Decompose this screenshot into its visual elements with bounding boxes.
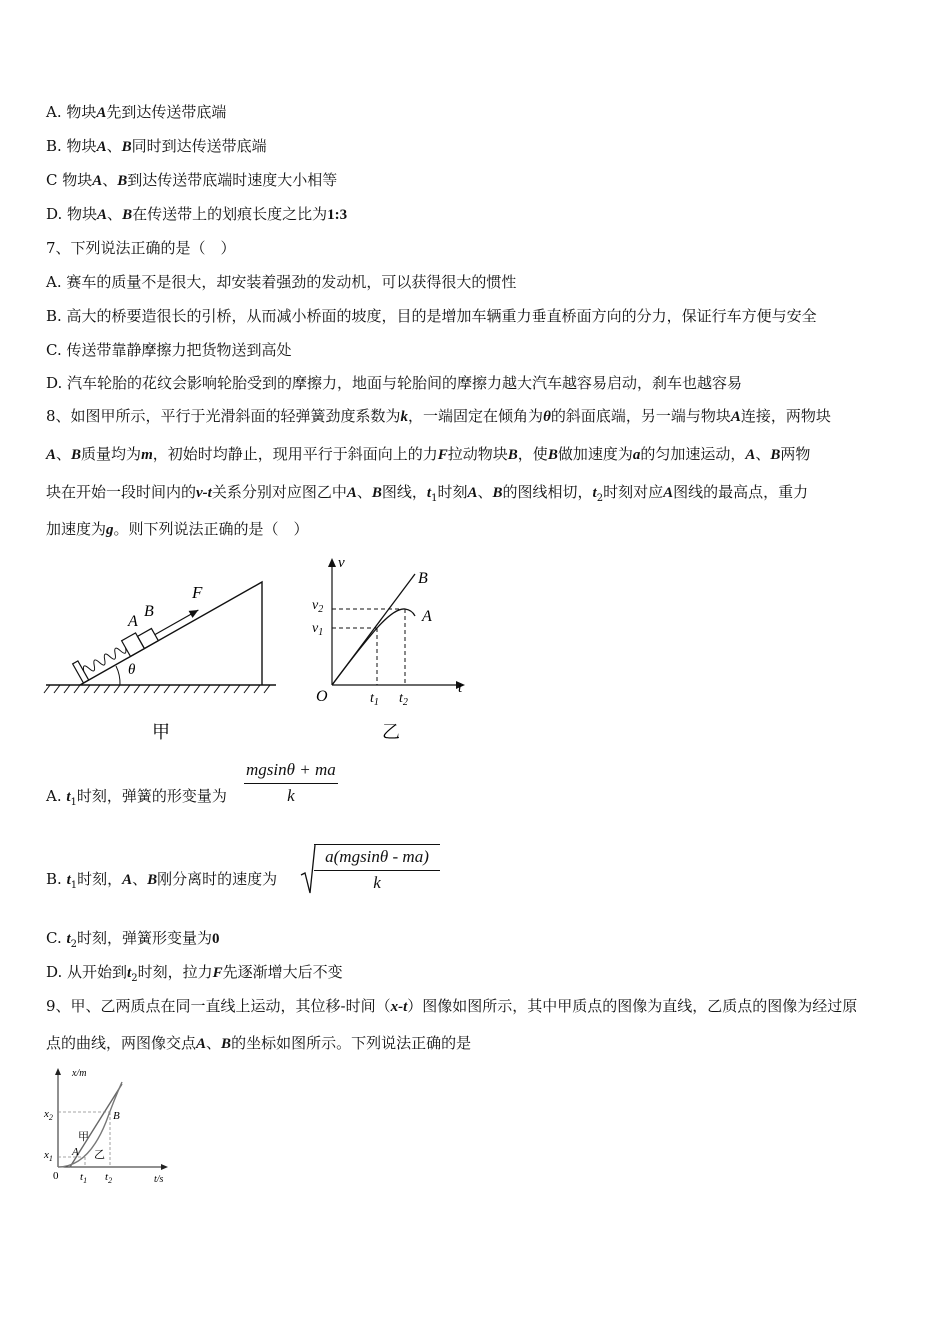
var-B: B bbox=[371, 485, 382, 501]
var-A: A bbox=[196, 1036, 207, 1052]
text: 。则下列说法正确的是（ ） bbox=[113, 520, 309, 538]
formula-a bbox=[244, 760, 338, 806]
option-text: B. 物块 bbox=[46, 137, 97, 155]
tick-v2: $v_2$ bbox=[312, 598, 324, 615]
var-t: t bbox=[66, 872, 71, 888]
q9-stem-line1 bbox=[46, 996, 857, 1017]
text: 时刻，拉力 bbox=[137, 963, 213, 981]
var-m: m bbox=[141, 447, 153, 463]
axis-label-t: t/s bbox=[154, 1174, 164, 1185]
subscript: 1 bbox=[70, 880, 78, 891]
numerator: mgsinθ + ma bbox=[244, 760, 338, 784]
var-A: A bbox=[346, 485, 357, 501]
tick-t1: $t_1$ bbox=[80, 1171, 88, 1185]
text: 时刻，弹簧的形变量为 bbox=[76, 787, 227, 805]
q7-option-b: B. 高大的桥要造很长的引桥，从而减小桥面的坡度，目的是增加车辆重力垂直桥面方向的分力，保证行车方便与安全 bbox=[46, 307, 817, 325]
curve-label-B: B bbox=[418, 570, 428, 587]
text: 时刻， bbox=[77, 870, 123, 888]
var-B: B bbox=[492, 485, 503, 501]
axis-label-x: x/m bbox=[72, 1068, 87, 1079]
var-F: F bbox=[212, 965, 223, 981]
curve-label-A: A bbox=[422, 608, 432, 625]
var-t: t bbox=[127, 965, 132, 981]
text: 做加速度为 bbox=[557, 445, 633, 463]
q8-figure-incline bbox=[40, 570, 290, 750]
text: ，使 bbox=[517, 445, 548, 463]
var-B: B bbox=[770, 447, 781, 463]
text: 加速度为 bbox=[46, 520, 107, 538]
axis-label-v: v bbox=[338, 555, 345, 571]
var-theta: θ bbox=[543, 409, 551, 425]
subscript: 2 bbox=[596, 493, 604, 504]
option-text: 同时到达传送带底端 bbox=[131, 137, 267, 155]
q7-option-c: C. 传送带靠静摩擦力把货物送到高处 bbox=[46, 341, 292, 359]
text: 时刻，弹簧形变量为 bbox=[77, 929, 213, 947]
var-A: A bbox=[97, 207, 108, 223]
var-t2: t bbox=[592, 485, 597, 501]
text: 8、如图甲所示，平行于光滑斜面的轻弹簧劲度系数为 bbox=[46, 407, 401, 425]
q7-option-d: D. 汽车轮胎的花纹会影响轮胎受到的摩擦力，地面与轮胎间的摩擦力越大汽车越容易启动，刹车也越容易 bbox=[46, 374, 743, 392]
text: 的匀加速运动， bbox=[640, 445, 746, 463]
text: ，一端固定在倾角为 bbox=[408, 407, 544, 425]
denominator: k bbox=[373, 873, 381, 892]
tick-t2: $t_2$ bbox=[399, 691, 408, 708]
q8-figure-vt-graph bbox=[300, 550, 480, 750]
text: 、 bbox=[132, 870, 148, 888]
var-vt: v-t bbox=[196, 485, 212, 501]
text: 、 bbox=[56, 445, 72, 463]
subscript: 1 bbox=[431, 493, 438, 504]
text: D. 从开始到 bbox=[46, 963, 128, 981]
var-A: A bbox=[96, 139, 107, 155]
q8-option-b bbox=[46, 869, 277, 896]
text: 连接，两物块 bbox=[740, 407, 831, 425]
option-text: C 物块 bbox=[46, 171, 93, 189]
text: 、 bbox=[755, 445, 771, 463]
text: C. bbox=[46, 929, 67, 947]
var-B: B bbox=[547, 447, 558, 463]
q8-option-d bbox=[46, 962, 343, 989]
caption-yi: 乙 bbox=[382, 722, 400, 742]
var-k: k bbox=[400, 409, 409, 425]
separator: 、 bbox=[107, 205, 123, 223]
var-A: A bbox=[92, 173, 103, 189]
subscript: 2 bbox=[70, 939, 78, 950]
text: 先逐渐增大后不变 bbox=[222, 963, 343, 981]
text: 的斜面底端，另一端与物块 bbox=[550, 407, 731, 425]
q8-stem-line4 bbox=[46, 519, 309, 540]
separator: 、 bbox=[106, 137, 122, 155]
option-text: D. 物块 bbox=[46, 205, 98, 223]
text: 点的曲线，两图像交点 bbox=[46, 1034, 197, 1052]
var-a: a bbox=[632, 447, 641, 463]
text: 的坐标如图所示。下列说法正确的是 bbox=[231, 1034, 472, 1052]
var-t1: t bbox=[426, 485, 432, 501]
option-text: 在传送带上的划痕长度之比为 bbox=[132, 205, 328, 223]
q8-stem-line3 bbox=[46, 482, 808, 509]
label-theta: θ bbox=[128, 662, 136, 678]
text: 9、甲、乙两质点在同一直线上运动，其位移-时间（ bbox=[46, 997, 391, 1015]
text: 两物 bbox=[780, 445, 811, 463]
subscript: 1 bbox=[70, 797, 77, 808]
q8-stem-line2 bbox=[46, 444, 810, 465]
q7-stem: 7、下列说法正确的是（ ） bbox=[46, 239, 236, 257]
text: 质量均为 bbox=[81, 445, 142, 463]
var-B: B bbox=[117, 173, 128, 189]
curve-label-yi: 乙 bbox=[94, 1149, 105, 1161]
label-A: A bbox=[128, 613, 138, 630]
option-text: A. 物块 bbox=[46, 103, 97, 121]
q8-option-c bbox=[46, 928, 220, 955]
axis-label-t: t bbox=[458, 680, 463, 696]
tick-v1: $v_1$ bbox=[312, 621, 324, 638]
label-B: B bbox=[144, 603, 154, 620]
text: 时刻对应 bbox=[603, 483, 664, 501]
sqrt-bar bbox=[314, 844, 440, 845]
text: A. bbox=[46, 787, 67, 805]
text: 的图线相切， bbox=[502, 483, 593, 501]
var-t: t bbox=[66, 789, 71, 805]
var-t: t bbox=[66, 931, 71, 947]
var-A: A bbox=[46, 447, 57, 463]
q6-option-d bbox=[46, 204, 347, 225]
var-B: B bbox=[507, 447, 518, 463]
q6-option-b bbox=[46, 136, 267, 157]
formula-b bbox=[314, 847, 440, 893]
q6-option-c bbox=[46, 170, 337, 191]
var-A: A bbox=[96, 105, 107, 121]
var-A: A bbox=[745, 447, 756, 463]
q8-stem-line1 bbox=[46, 406, 831, 427]
var-B: B bbox=[71, 447, 82, 463]
text: ）图像如图所示，其中甲质点的图像为直线，乙质点的图像为经过原 bbox=[407, 997, 858, 1015]
q8-option-a bbox=[46, 786, 227, 813]
separator: 、 bbox=[102, 171, 118, 189]
var-B: B bbox=[122, 207, 133, 223]
q9-figure-xt-graph bbox=[40, 1062, 180, 1192]
q6-option-a bbox=[46, 102, 226, 123]
ratio: 1:3 bbox=[327, 207, 348, 223]
origin-label: O bbox=[316, 688, 328, 705]
var-A: A bbox=[730, 409, 741, 425]
tick-t1: $t_1$ bbox=[370, 691, 379, 708]
text: 关系分别对应图乙中 bbox=[211, 483, 347, 501]
q7-option-a: A. 赛车的质量不是很大，却安装着强劲的发动机，可以获得很大的惯性 bbox=[46, 273, 517, 291]
text: B. bbox=[46, 870, 67, 888]
text: 拉动物块 bbox=[447, 445, 508, 463]
text: 块在开始一段时间内的 bbox=[46, 483, 197, 501]
q9-stem-line2 bbox=[46, 1033, 471, 1054]
subscript: 2 bbox=[131, 973, 138, 984]
text: 、 bbox=[356, 483, 372, 501]
curve-label-jia: 甲 bbox=[78, 1131, 89, 1143]
var-xt: x-t bbox=[390, 999, 408, 1015]
text: 图线的最高点，重力 bbox=[673, 483, 809, 501]
numerator: a(mgsinθ - ma) bbox=[314, 847, 440, 871]
var-A: A bbox=[663, 485, 674, 501]
var-B: B bbox=[121, 139, 132, 155]
var-g: g bbox=[106, 522, 114, 538]
origin-label: 0 bbox=[53, 1170, 59, 1182]
var-B: B bbox=[221, 1036, 232, 1052]
text: 图线， bbox=[381, 483, 427, 501]
text: 时刻 bbox=[437, 483, 468, 501]
option-text: 到达传送带底端时速度大小相等 bbox=[127, 171, 338, 189]
point-label-A: A bbox=[72, 1146, 79, 1158]
var-A: A bbox=[122, 872, 133, 888]
text: ，初始时均静止，现用平行于斜面向上的力 bbox=[152, 445, 438, 463]
tick-t2: $t_2$ bbox=[105, 1171, 113, 1185]
text: 刚分离时的速度为 bbox=[157, 870, 278, 888]
label-F: F bbox=[192, 583, 203, 602]
option-text: 先到达传送带底端 bbox=[106, 103, 227, 121]
point-label-B: B bbox=[113, 1110, 120, 1122]
var-B: B bbox=[147, 872, 158, 888]
tick-x2: $x_2$ bbox=[44, 1108, 53, 1122]
caption-jia: 甲 bbox=[152, 722, 170, 742]
var-A: A bbox=[467, 485, 478, 501]
text: 、 bbox=[477, 483, 493, 501]
var-F: F bbox=[437, 447, 448, 463]
denominator: k bbox=[287, 786, 295, 805]
value-zero: 0 bbox=[212, 931, 220, 947]
tick-x1: $x_1$ bbox=[44, 1149, 53, 1163]
text: 、 bbox=[206, 1034, 222, 1052]
